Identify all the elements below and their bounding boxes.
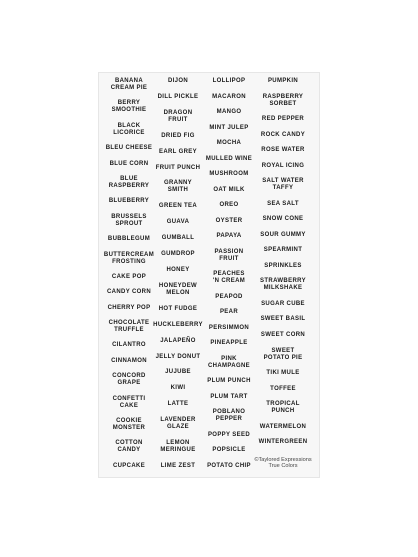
flavor-label: CONFETTI CAKE bbox=[112, 395, 146, 409]
flavor-label: MULLED WINE bbox=[205, 155, 253, 162]
flavor-label: PINEAPPLE bbox=[210, 340, 248, 347]
flavor-label: CONCORD GRAPE bbox=[112, 373, 146, 387]
flavor-label: EARL GREY bbox=[158, 148, 198, 155]
flavor-label: OREO bbox=[219, 202, 239, 209]
flavor-label: MANGO bbox=[216, 109, 242, 116]
flavor-label: LEMON MERINGUE bbox=[160, 440, 196, 454]
flavor-label: PASSION FRUIT bbox=[214, 248, 244, 262]
flavor-label: OAT MILK bbox=[213, 186, 245, 193]
flavor-label: BUBBLEGUM bbox=[107, 236, 151, 243]
flavor-label: GRANNY SMITH bbox=[163, 180, 193, 194]
label-column-2 bbox=[152, 78, 204, 470]
flavor-label: BLUE RASPBERRY bbox=[108, 175, 150, 189]
flavor-label: ROYAL ICING bbox=[261, 162, 305, 169]
flavor-label: TIKI MULE bbox=[266, 370, 300, 377]
flavor-label: CAKE POP bbox=[111, 273, 147, 280]
flavor-label: PAPAYA bbox=[216, 233, 242, 240]
flavor-label: MACARON bbox=[212, 93, 246, 100]
flavor-label: CILANTRO bbox=[112, 342, 146, 349]
flavor-label: BLEU CHEESE bbox=[105, 145, 153, 152]
flavor-label: COOKIE MONSTER bbox=[112, 418, 146, 432]
flavor-label: JUJUBE bbox=[165, 369, 191, 376]
flavor-label: PEACHES 'N CREAM bbox=[212, 271, 246, 285]
flavor-label: MUSHROOM bbox=[209, 171, 249, 178]
flavor-label: HONEYDEW MELON bbox=[158, 282, 198, 296]
flavor-label: BUTTERCREAM FROSTING bbox=[103, 251, 155, 265]
flavor-label: HONEY bbox=[166, 266, 190, 273]
flavor-label: DILL PICKLE bbox=[157, 93, 199, 100]
flavor-label: BLUEBERRY bbox=[108, 198, 150, 205]
flavor-label: BANANA CREAM PIE bbox=[110, 78, 148, 91]
flavor-label: GUMBALL bbox=[161, 235, 195, 242]
flavor-label: MINT JULEP bbox=[209, 124, 249, 131]
flavor-label: SWEET CORN bbox=[260, 331, 306, 338]
flavor-label: DRAGON FRUIT bbox=[163, 109, 193, 123]
flavor-label: PLUM PUNCH bbox=[207, 378, 251, 385]
flavor-label: POPPY SEED bbox=[207, 431, 251, 438]
flavor-label: HUCKLEBERRY bbox=[153, 321, 203, 328]
flavor-label: GREEN TEA bbox=[158, 203, 198, 210]
flavor-label: WATERMELON bbox=[259, 423, 307, 430]
copyright-credit: ©Taylored Expressions True Colors bbox=[254, 456, 312, 470]
flavor-label: LOLLIPOP bbox=[212, 78, 246, 84]
flavor-label: STRAWBERRY MILKSHAKE bbox=[260, 278, 306, 292]
flavor-label: BLACK LICORICE bbox=[113, 122, 145, 136]
flavor-label: CINNAMON bbox=[111, 357, 147, 364]
flavor-label: GUMDROP bbox=[161, 251, 195, 258]
flavor-label: HOT FUDGE bbox=[158, 305, 198, 312]
flavor-label: RASPBERRY SORBET bbox=[262, 93, 304, 107]
flavor-label: LIME ZEST bbox=[160, 462, 196, 469]
flavor-label: DRIED FIG bbox=[161, 132, 195, 139]
flavor-label: DIJON bbox=[167, 78, 189, 84]
flavor-label: OYSTER bbox=[215, 217, 243, 224]
flavor-label: PLUM TART bbox=[210, 393, 248, 400]
flavor-label: SWEET POTATO PIE bbox=[263, 347, 303, 361]
flavor-label: LATTE bbox=[167, 401, 189, 408]
flavor-label: GUAVA bbox=[166, 219, 190, 226]
flavor-label: SWEET BASIL bbox=[260, 316, 306, 323]
label-column-3 bbox=[203, 78, 255, 470]
flavor-label: ROCK CANDY bbox=[260, 131, 306, 138]
flavor-label: WINTERGREEN bbox=[258, 439, 308, 446]
flavor-label: PUMPKIN bbox=[267, 78, 299, 84]
flavor-label: FRUIT PUNCH bbox=[155, 164, 201, 171]
flavor-label: SPRINKLES bbox=[264, 262, 302, 269]
flavor-label: SNOW CONE bbox=[262, 216, 304, 223]
flavor-label: POBLANO PEPPER bbox=[212, 409, 246, 423]
flavor-label: BLUE CORN bbox=[109, 160, 149, 167]
flavor-label: TROPICAL PUNCH bbox=[266, 401, 300, 415]
label-column-1 bbox=[103, 78, 155, 470]
flavor-label: SPEARMINT bbox=[263, 247, 303, 254]
flavor-label: MOCHA bbox=[216, 140, 242, 147]
flavor-label: PEAPOD bbox=[215, 293, 243, 300]
flavor-label: CHERRY POP bbox=[107, 304, 151, 311]
flavor-label: LAVENDER GLAZE bbox=[160, 417, 196, 431]
flavor-label: RED PEPPER bbox=[261, 116, 305, 123]
flavor-label: SALT WATER TAFFY bbox=[262, 178, 304, 192]
flavor-label: CANDY CORN bbox=[106, 289, 152, 296]
flavor-label: JALAPEÑO bbox=[160, 337, 196, 344]
flavor-label: PERSIMMON bbox=[208, 324, 250, 331]
flavor-label: ROSE WATER bbox=[261, 147, 305, 154]
flavor-label: CHOCOLATE TRUFFLE bbox=[108, 320, 150, 334]
label-column-4 bbox=[254, 78, 312, 470]
flavor-label: SOUR GUMMY bbox=[260, 231, 306, 238]
flavor-label: SUGAR CUBE bbox=[261, 300, 305, 307]
flavor-label: POPSICLE bbox=[212, 447, 246, 454]
flavor-label: PEAR bbox=[219, 309, 239, 316]
flavor-label: PINK CHAMPAGNE bbox=[207, 355, 251, 369]
flavor-label: COTTON CANDY bbox=[115, 440, 143, 454]
flavor-label: JELLY DONUT bbox=[155, 353, 201, 360]
flavor-label: BERRY SMOOTHIE bbox=[111, 100, 147, 114]
flavor-label: KIWI bbox=[170, 385, 186, 392]
flavor-label: TOFFEE bbox=[270, 385, 296, 392]
flavor-label: POTATO CHIP bbox=[207, 462, 251, 469]
flavor-label: CUPCAKE bbox=[112, 462, 146, 469]
flavor-label: BRUSSELS SPROUT bbox=[111, 213, 147, 227]
flavor-label: SEA SALT bbox=[267, 200, 299, 207]
